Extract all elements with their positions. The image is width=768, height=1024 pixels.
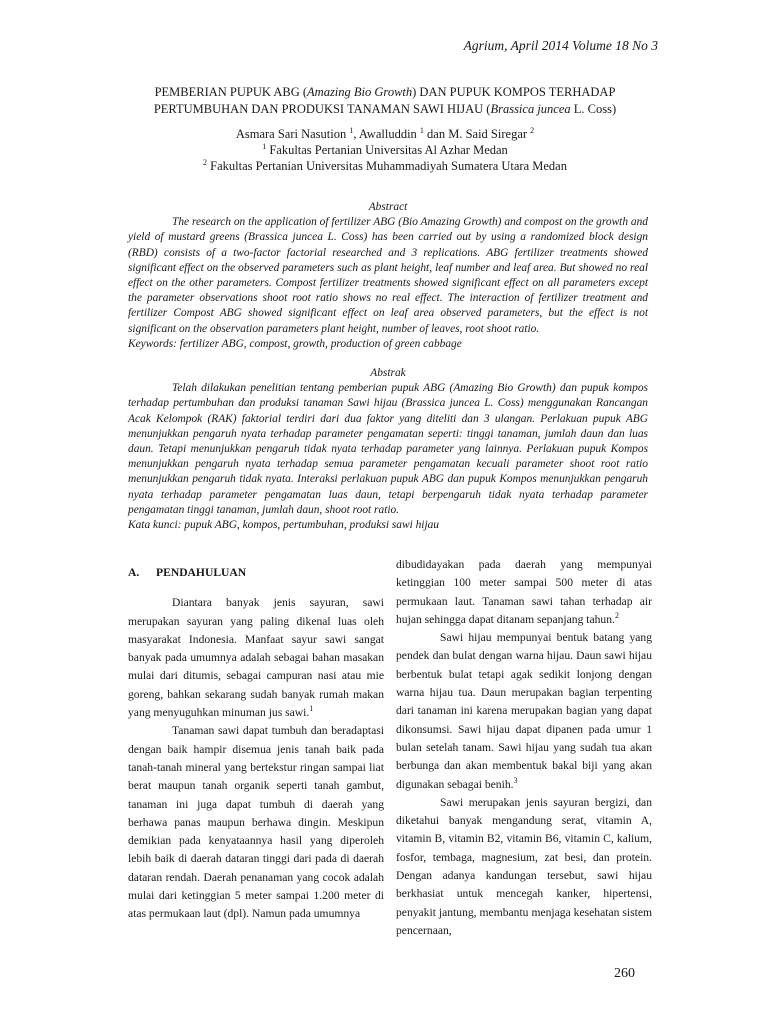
affiliation-text: Fakultas Pertanian Universitas Al Azhar Medan [266,143,508,157]
affiliation-2 [110,158,660,174]
affiliation-marker: 1 [262,142,267,151]
paragraph [396,794,652,940]
paragraph [396,556,652,629]
paragraph [128,722,384,923]
affiliation-1 [110,142,660,158]
author-name: , Awalluddin [353,127,417,141]
author-list [110,126,660,142]
title-line-2 [110,101,660,118]
paragraph [128,594,384,722]
section-number: A. [128,566,140,579]
abstrak-keywords: Kata kunci: pupuk ABG, kompos, pertumbuhan, produksi sawi hijau [128,519,440,532]
paragraph-text: Tanaman sawi dapat tumbuh dan beradaptasi dengan baik hampir disemua jenis tanah baik pada tanah-tanah mineral yang bertekstur ringan sampai liat berat maupun tanah organik seperti tanah gambut, tanaman ini juga dapat tumbuh di daerah yang berhawa panas maupun berhawa dingin. Meskipun demikian pada kenyataannya hasil yang diperoleh lebih baik di daerah dataran tinggi dari pada di daerah dataran rendah. Daerah penanaman yang cocok adalah mulai dari ketinggian 5 meter sampai 1.200 meter di atas permukaan laut (dpl). Namun pada umumnya [128,724,384,921]
section-heading [128,564,384,582]
title-text: L. Coss) [570,102,617,116]
author-block [110,126,660,174]
section-title: PENDAHULUAN [156,566,247,579]
paragraph-text: Sawi merupakan jenis sayuran bergizi, dan diketahui banyak mengandung serat, vitamin A, vitamin B, vitamin B2, vitamin B6, vitamin C, kalium, fosfor, tembaga, magnesium, zat besi, dan protein. Dengan adanya kandungan tersebut, sawi hijau berkhasiat untuk mencegah kanker, hipertensi, penyakit jantung, membantu menjaga kesehatan sistem pencernaan, [396,795,652,937]
affiliation-marker: 1 [419,126,424,135]
paragraph [396,629,652,794]
title-italic: Amazing Bio Growth [307,85,413,99]
affiliation-marker: 2 [203,158,207,167]
title-italic: Brassica juncea [490,102,571,116]
title-text: PERTUMBUHAN DAN PRODUKSI TANAMAN SAWI HIJAU ( [153,102,491,116]
running-head: Agrium, April 2014 Volume 18 No 3 [463,38,658,53]
body-column-right [396,556,652,940]
abstrak-heading: Abstrak [370,367,406,379]
abstract-body: The research on the application of fertilizer ABG (Bio Amazing Growth) and compost on the growth and yield of mustard greens (Brassica juncea L. Coss) has been carried out by using a randomized block design (RBD) consists of a two-factor factorial researched and 3 replications. ABG fertilizer treatments showed significant effect on the observed parameters such as plant height, leaf number and leaf area. But showed no real effect on the other parameters. Compost fertilizer treatments showed significant effect on all parameters except the parameter observations shoot root ratio shows no real effect. The interaction of fertilizer treatment and fertilizer Compost ABG showed significant effect on leaf area observed parameters, but the effect is not significant on the observation parameters plant height, number of leaves, root shoot ratio. [128,216,648,335]
author-name: dan M. Said Siregar [423,127,528,141]
paper-title [110,84,660,118]
affiliation-marker: 2 [530,126,535,135]
affiliation-marker: 1 [349,126,354,135]
citation-marker: 1 [309,704,314,714]
abstract-keywords: Keywords: fertilizer ABG, compost, growth, production of green cabbage [128,337,462,350]
paragraph-text: Sawi hijau mempunyai bentuk batang yang pendek dan bulat dengan warna hijau. Daun sawi hijau berbentuk bulat tetapi agak sedikit lonjong dengan warna hijau tua. Daun merupakan bagian terpenting dari tanaman ini karena merupakan bagian yang dapat dikonsumsi. Sawi hijau dapat dipanen pada umur 1 bulan setelah tanam. Sawi hijau yang sudah tua akan berbunga dan akan membentuk bakal biji yang akan digunakan sebagai benih. [396,631,652,791]
affiliation-text: Fakultas Pertanian Universitas Muhammadiyah Sumatera Utara Medan [207,159,567,173]
title-text: ) DAN PUPUK KOMPOS TERHADAP [412,85,616,99]
abstract-english [128,200,648,352]
abstract-indonesian [128,366,648,533]
citation-marker: 2 [614,610,619,620]
page-number: 260 [614,966,635,981]
title-line-1 [110,84,660,101]
citation-marker: 3 [513,775,518,785]
abstrak-body: Telah dilakukan penelitian tentang pemberian pupuk ABG (Amazing Bio Growth) dan pupuk kompos terhadap pertumbuhan dan produksi tanaman Sawi hijau (Brassica juncea L. Coss) menggunakan Rancangan Acak Kelompok (RAK) faktorial terdiri dari dua faktor yang diteliti dan 3 ulangan. Perlakuan pupuk ABG menunjukkan pengaruh nyata terhadap parameter pengamatan seperti: tinggi tanaman, jumlah daun dan luas daun. Tetapi menunjukkan pengaruh tidak nyata terhadap parameter yang lainnya. Perlakuan pupuk Kompos menunjukkan pengaruh nyata terhadap semua parameter pengamatan kecuali parameter shoot root ratio menunjukkan pengaruh tidak nyata. Interaksi perlakuan pupuk ABG dan pupuk Kompos menunjukkan pengaruh nyata terhadap parameter pengamatan luas daun, tetapi berpengaruh tidak nyata terhadap parameter pengamatan tinggi tanaman, jumlah daun, shoot root ratio. [128,382,648,516]
body-column-left [128,556,384,924]
paragraph-text: Diantara banyak jenis sayuran, sawi merupakan sayuran yang paling dikenal luas oleh masyarakat Indonesia. Manfaat sayur sawi sangat banyak pada umumnya adalah sebagai bahan masakan mulai dari ditumis, sebagai campuran nasi atau mie goreng, bahkan sekarang sudah banyak rumah makan yang menyuguhkan minuman jus sawi. [128,596,384,720]
paragraph-text: dibudidayakan pada daerah yang mempunyai ketinggian 100 meter sampai 500 meter di atas permukaan laut. Tanaman sawi tahan terhadap air hujan sehingga dapat ditanam sepanjang tahun. [396,558,652,626]
abstract-heading: Abstract [368,201,408,213]
title-text: PEMBERIAN PUPUK ABG ( [154,85,308,99]
author-name: Asmara Sari Nasution [235,127,347,141]
